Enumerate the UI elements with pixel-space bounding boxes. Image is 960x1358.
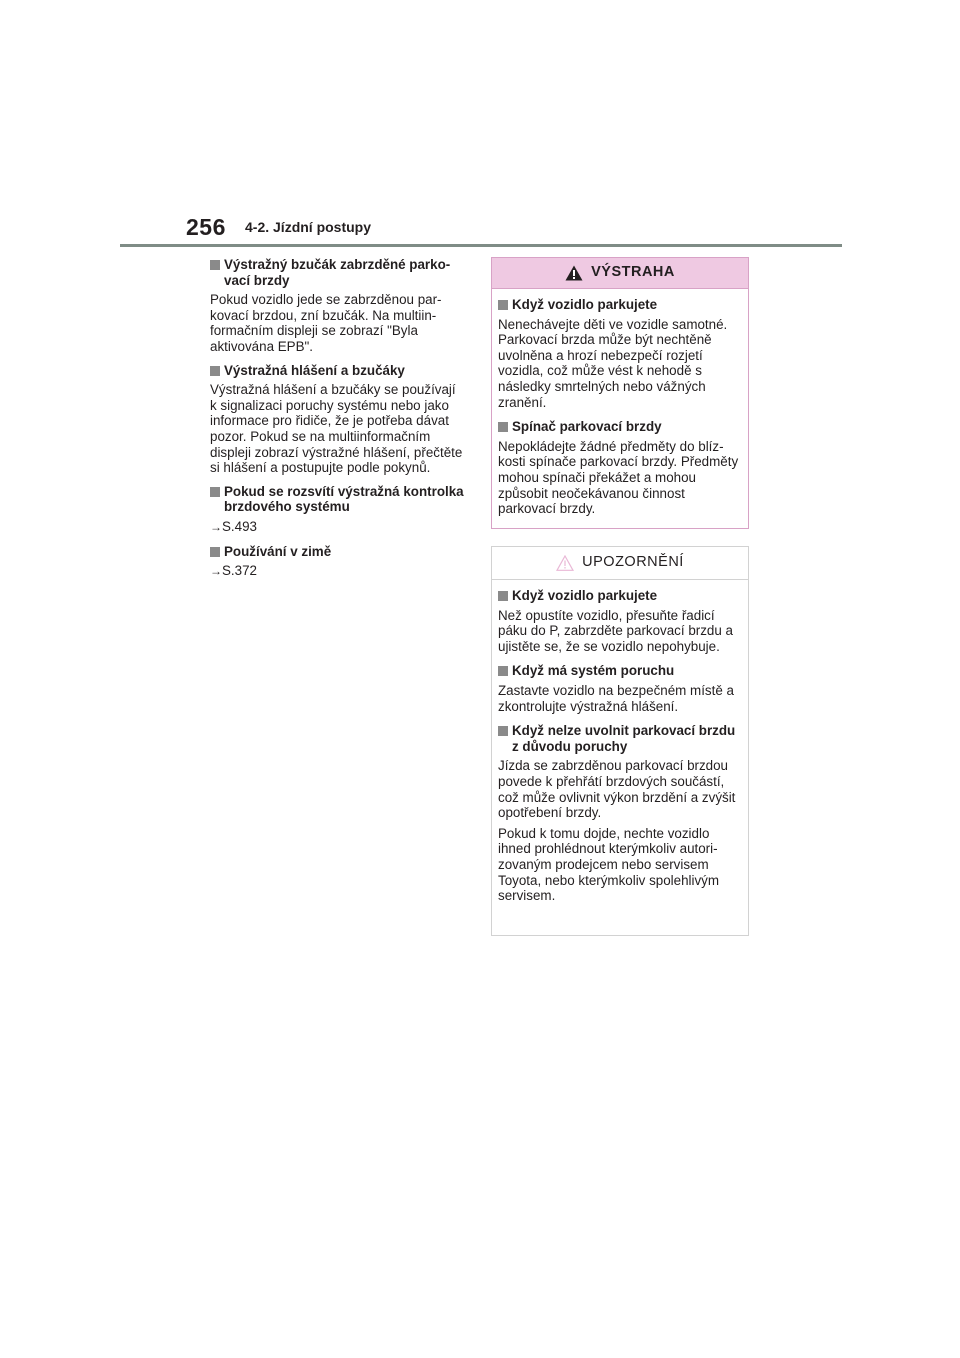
section-heading: Používání v zimě xyxy=(224,543,332,559)
caution-box-title: UPOZORNĚNÍ xyxy=(582,554,684,571)
section-brake-warning-light xyxy=(210,484,465,536)
bullet-square-icon xyxy=(210,260,220,270)
section-heading: Výstražná hlášení a bzučáky xyxy=(224,362,405,378)
section-body: Než opustíte vozidlo, přesuňte řadicí páku do P, zabrzděte parkovací brzdu a ujistěte se, že se vozidlo nepohybuje. xyxy=(498,607,733,654)
section-heading: Spínač parkovací brzdy xyxy=(512,419,662,435)
warning-box-header xyxy=(492,258,748,289)
section-heading: Když vozidlo parkujete xyxy=(512,588,658,603)
page-reference-link[interactable] xyxy=(210,519,465,536)
caution-triangle-outline-icon xyxy=(556,555,574,571)
arrow-right-icon: → xyxy=(210,519,222,534)
section-heading: Výstražný bzučák zabrzděné parkovací brzdy xyxy=(224,257,451,288)
page-reference-link[interactable] xyxy=(210,563,465,580)
bullet-square-icon xyxy=(498,300,508,310)
caution-section-brake-release-failure xyxy=(498,723,742,904)
header-divider xyxy=(120,244,842,247)
bullet-square-icon xyxy=(210,487,220,497)
warning-triangle-filled-icon xyxy=(565,265,583,281)
warning-box xyxy=(491,257,749,529)
warning-section-brake-switch xyxy=(498,419,742,517)
section-heading: Když nelze uvolnit parkovací brzdu z důvodu poruchy xyxy=(512,723,736,754)
section-heading: Když má systém poruchu xyxy=(512,663,675,679)
warning-box-title: VÝSTRAHA xyxy=(591,264,675,281)
arrow-right-icon: → xyxy=(210,564,222,579)
section-body: Pokud vozidlo jede se zabrzděnou parkovací brzdou, zní bzučák. Na multiinformačním displeji se zobrazí "Byla aktivována EPB". xyxy=(210,292,442,354)
section-body: Nepokládejte žádné předměty do blízkosti spínače parkovací brzdy. Předměty mohou spínači překážet a mohou způsobit neočekávanou činnost parkovací brzdy. xyxy=(498,438,739,517)
bullet-square-icon xyxy=(498,591,508,601)
section-winter-use xyxy=(210,544,465,580)
bullet-square-icon xyxy=(498,666,508,676)
left-column xyxy=(210,257,465,588)
section-body: Zastavte vozidlo na bezpečném místě a zkontrolujte výstražná hlášení. xyxy=(498,682,734,714)
bullet-square-icon xyxy=(498,726,508,736)
section-heading: Pokud se rozsvítí výstražná kontrolka brzdového systému xyxy=(224,483,464,515)
bullet-square-icon xyxy=(210,547,220,557)
caution-box-header xyxy=(492,547,748,580)
chapter-title: 4-2. Jízdní postupy xyxy=(245,219,372,235)
caution-section-parking xyxy=(498,588,742,654)
section-body: Jízda se zabrzděnou parkovací brzdou povede k přehřátí brzdových součástí, což může ovlivnit výkon brzdění a zvýšit opotřebení brzdy. xyxy=(498,758,736,821)
bullet-square-icon xyxy=(210,366,220,376)
warning-section-parking xyxy=(498,297,742,410)
section-warning-messages xyxy=(210,363,465,476)
section-body-continued: Pokud k tomu dojde, nechte vozidlo ihned prohlédnout kterýmkoliv autorizovaným prodejcem nebo servisem Toyota, nebo kterýmkoliv spolehlivým servisem. xyxy=(498,825,720,904)
section-parking-brake-buzzer xyxy=(210,257,465,355)
caution-box xyxy=(491,546,749,936)
section-body: Výstražná hlášení a bzučáky se používají k signalizaci poruchy systému nebo jako informace pro řidiče, že je potřeba dávat pozor. Pokud se na multiinformačním displeji zobrazí výstražné hlášení, přečtěte si hlášení a postupujte podle pokynů. xyxy=(210,382,463,476)
page-reference: S.493 xyxy=(222,518,257,534)
bullet-square-icon xyxy=(498,422,508,432)
section-heading: Když vozidlo parkujete xyxy=(512,297,658,312)
caution-section-malfunction xyxy=(498,663,742,714)
section-body: Nenechávejte děti ve vozidle samotné. Parkovací brzda může být nechtěně uvolněna a hrozí nebezpečí rozjetí vozidla, což může vést k nehodě s následky smrtelných nebo vážných zranění. xyxy=(498,316,728,410)
page-number: 256 xyxy=(186,214,226,240)
page-reference: S.372 xyxy=(222,563,257,579)
